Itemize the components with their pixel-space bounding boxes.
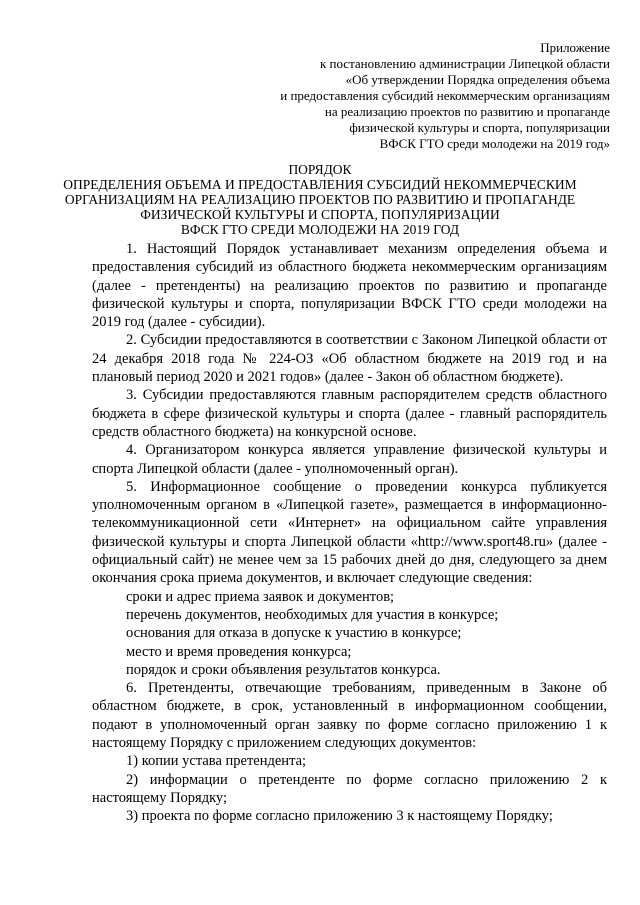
appendix-line: физической культуры и спорта, популяризации: [349, 120, 610, 135]
appendix-line: и предоставления субсидий некоммерческим организациям: [280, 88, 610, 103]
list-item: 1) копии устава претендента;: [126, 753, 307, 770]
list-item: порядок и сроки объявления результатов конкурса.: [126, 661, 441, 678]
list-item: 3) проекта по форме согласно приложению 3 к настоящему Порядку;: [126, 808, 553, 825]
list-item: 2) информации о претенденте по форме согласно приложению 2 к настоящему Порядку;: [92, 771, 607, 806]
appendix-line: на реализацию проектов по развитию и пропаганде: [324, 104, 610, 119]
title-line: ОПРЕДЕЛЕНИЯ ОБЪЕМА И ПРЕДОСТАВЛЕНИЯ СУБСИДИЙ НЕКОММЕРЧЕСКИМ: [63, 177, 577, 192]
title-line: ОРГАНИЗАЦИЯМ НА РЕАЛИЗАЦИЮ ПРОЕКТОВ ПО РАЗВИТИЮ И ПРОПАГАНДЕ: [64, 192, 576, 207]
document-title: [60, 162, 580, 237]
list-item: место и время проведения конкурса;: [126, 643, 352, 660]
title-line: ФИЗИЧЕСКОЙ КУЛЬТУРЫ И СПОРТА, ПОПУЛЯРИЗАЦИИ: [140, 207, 500, 222]
title-line: ВФСК ГТО СРЕДИ МОЛОДЕЖИ НА 2019 ГОД: [180, 222, 460, 237]
paragraph-6: 6. Претенденты, отвечающие требованиям, приведенным в Законе об областном бюджете, в срок, установленный в информационном сообщении, подают в уполномоченный орган заявку по форме согласно приложению 1 к настоящему Порядку с приложением следующих документов:: [92, 680, 607, 752]
appendix-header: [190, 40, 610, 152]
paragraph-3: 3. Субсидии предоставляются главным распорядителем средств областного бюджета в сфере физической культуры и спорта (далее - главный распорядитель средств областного бюджета) на конкурсной основе.: [92, 387, 607, 440]
paragraph-4: 4. Организатором конкурса является управление физической культуры и спорта Липецкой области (далее - уполномоченный орган).: [92, 442, 607, 477]
appendix-line: к постановлению администрации Липецкой области: [319, 56, 610, 71]
appendix-line: «Об утверждении Порядка определения объема: [345, 72, 610, 87]
paragraph-5: 5. Информационное сообщение о проведении конкурса публикуется уполномоченным органом в «Липецкой газете», размещается в информационно-телекоммуникационной сети «Интернет» на официальном сайте управления физической культуры и спорта Липецкой области «http://www.sport48.ru» (далее - официальный сайт) не менее чем за 15 рабочих дней до дня, следующего за днем окончания срока приема документов, и включает следующие сведения:: [92, 478, 607, 587]
paragraph-2: 2. Субсидии предоставляются в соответствии с Законом Липецкой области от 24 декабря 2018 года № 224-ОЗ «Об областном бюджете на 2019 год и на плановый период 2020 и 2021 годов» (далее - Закон об областном бюджете).: [92, 332, 607, 386]
list-item: перечень документов, необходимых для участия в конкурсе;: [126, 606, 499, 623]
document-body: [92, 240, 607, 826]
list-item: сроки и адрес приема заявок и документов;: [126, 588, 395, 605]
paragraph-1: 1. Настоящий Порядок устанавливает механизм определения объема и предоставления субсидий из областного бюджета некоммерческим организациям (далее - претенденты) на реализацию проектов по развитию и пропаганде физической культуры и спорта, популяризации ВФСК ГТО среди молодежи на 2019 год (далее - субсидии).: [92, 241, 607, 331]
list-item: основания для отказа в допуске к участию в конкурсе;: [126, 625, 462, 642]
title-line: ПОРЯДОК: [288, 162, 352, 177]
appendix-line: ВФСК ГТО среди молодежи на 2019 год»: [379, 136, 610, 151]
appendix-line: Приложение: [540, 40, 610, 55]
